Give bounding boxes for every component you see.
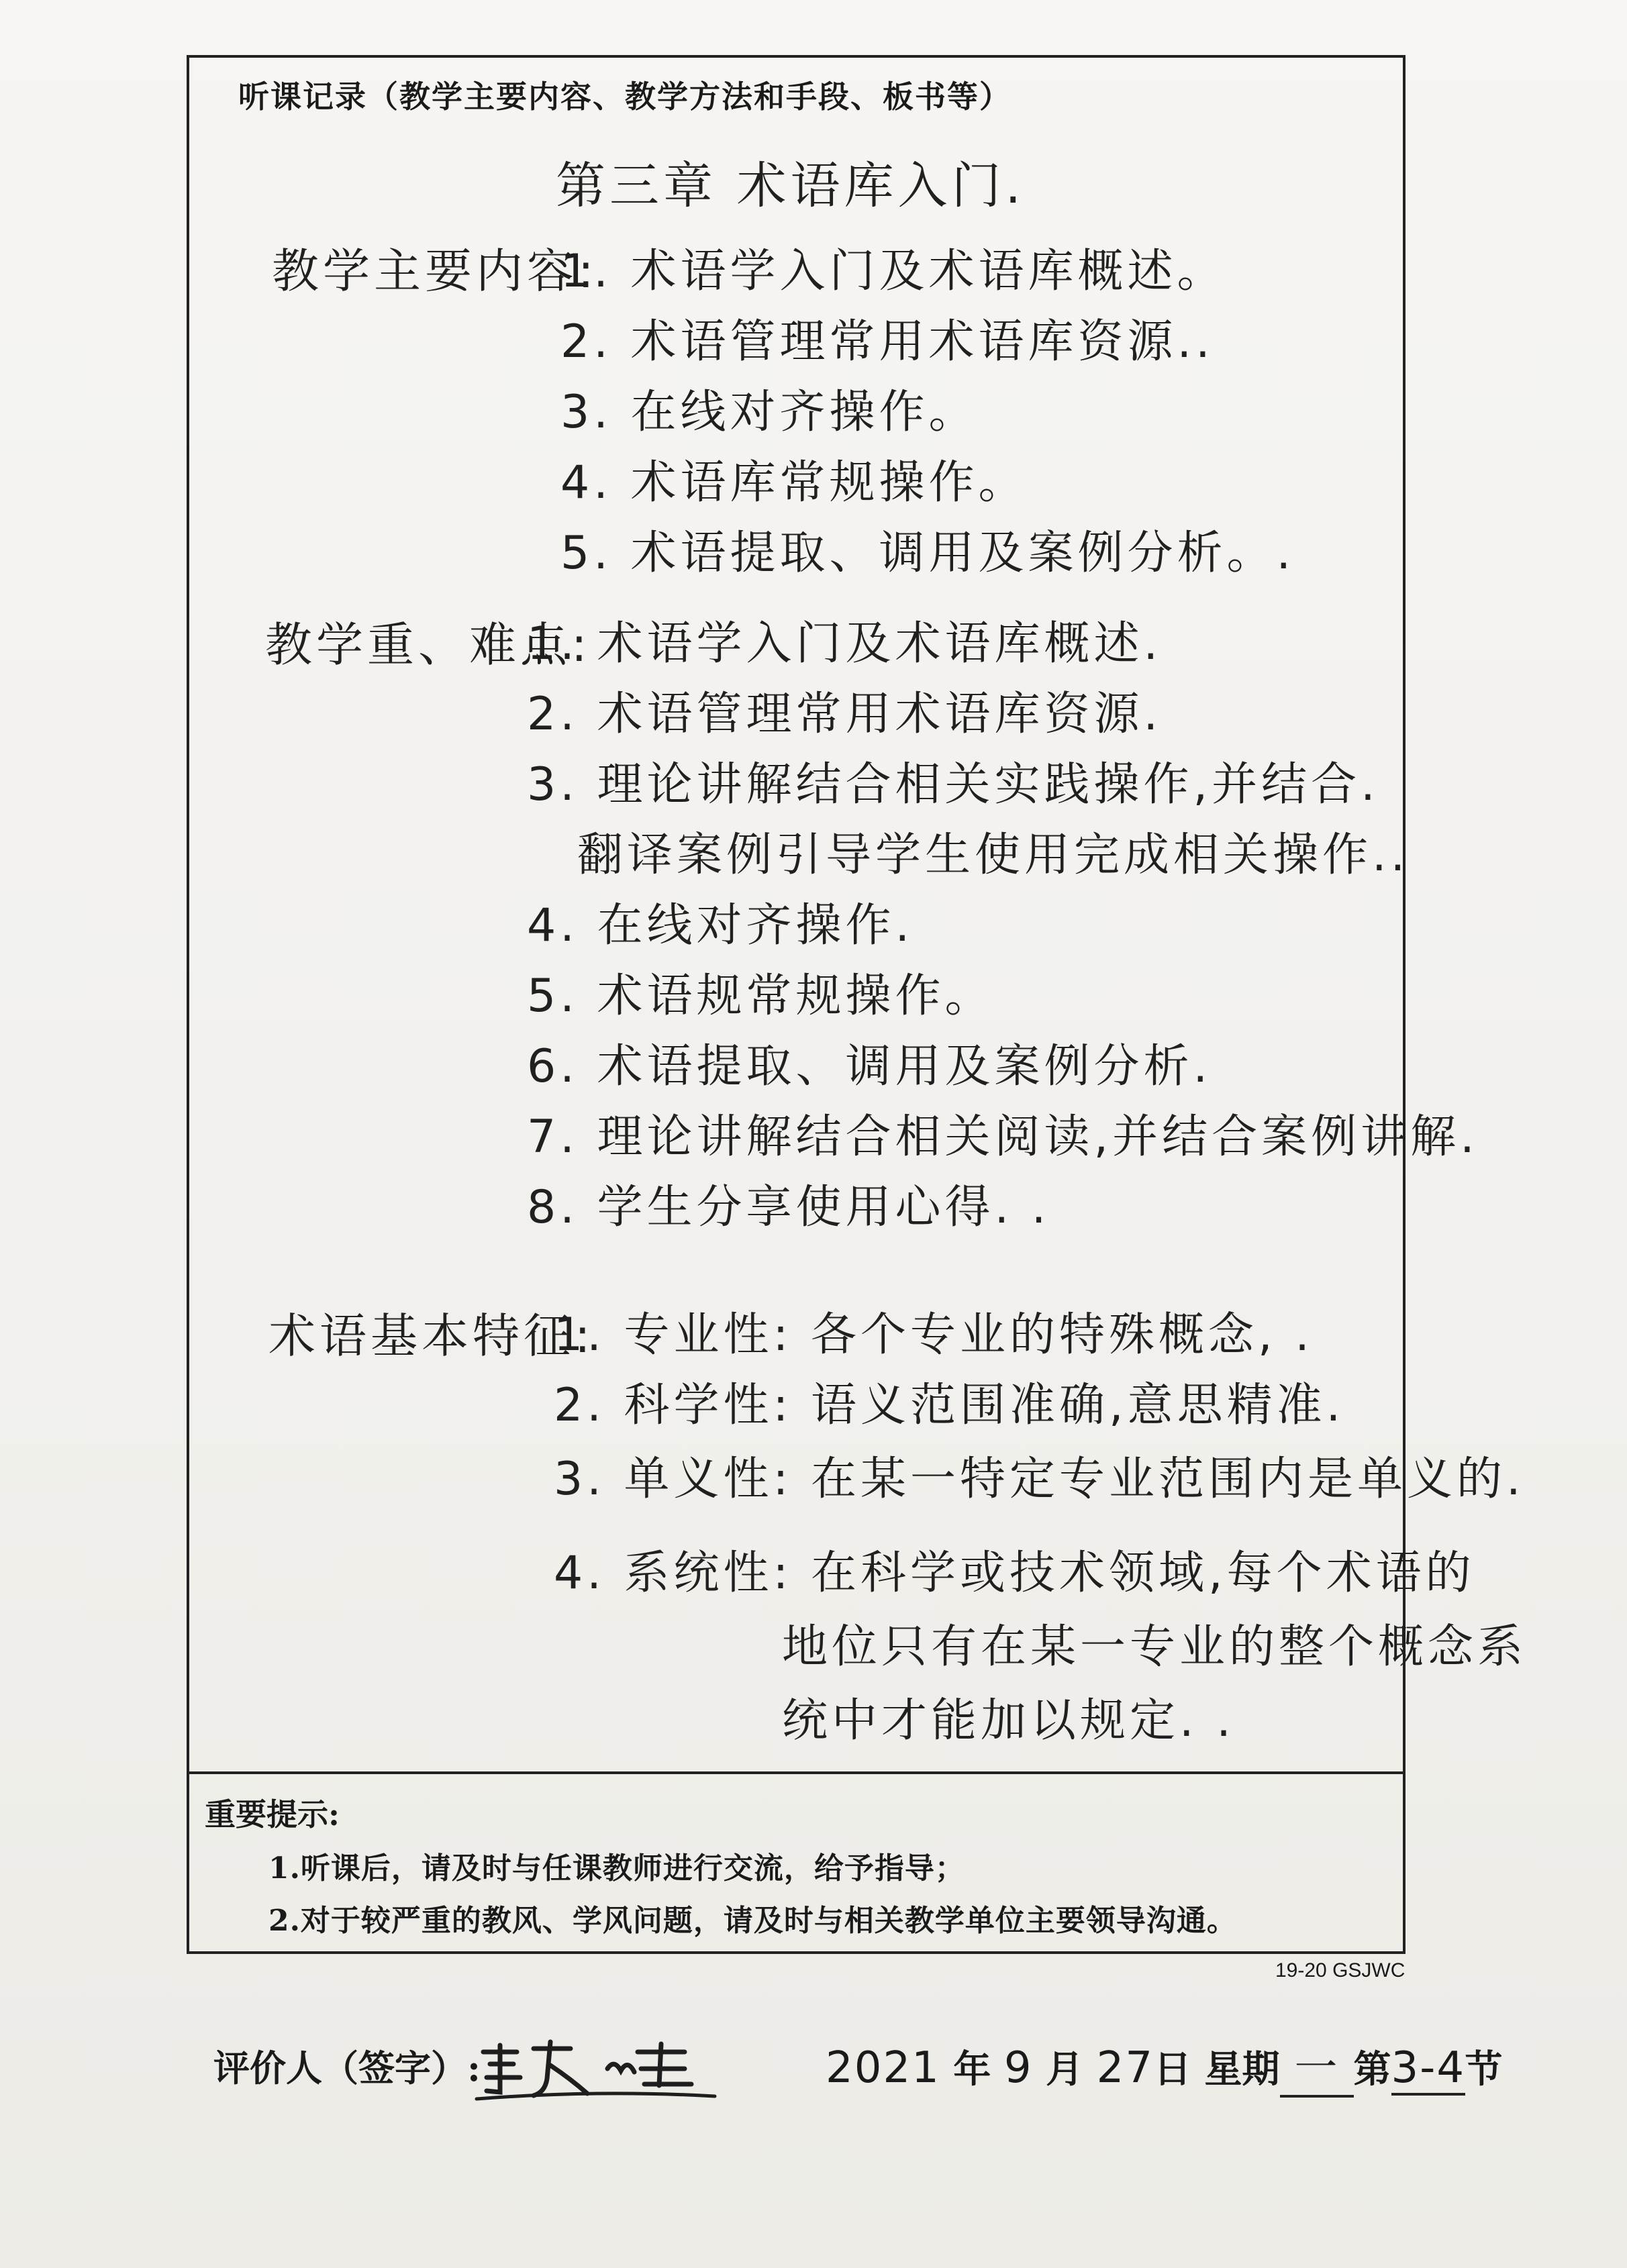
form-code: 19-20 GSJWC [1275,1959,1406,1981]
note-item: 2.对于较严重的教风、学风问题，请及时与相关教学单位主要领导沟通。 [268,1904,1237,1938]
features-item: 3. 单义性: 在某一特定专业范围内是单义的. [554,1453,1525,1506]
key-points-item: 6. 术语提取、调用及案例分析. [527,1040,1212,1093]
key-points-item: 翻译案例引导学生使用完成相关操作.. [577,829,1410,882]
date-year-suffix: 年 [953,2047,991,2092]
key-points-item: 4. 在线对齐操作. [527,899,914,952]
chapter-title: 第三章 术语库入门. [556,157,1026,215]
key-points-item: 1. 术语学入门及术语库概述. [527,617,1163,670]
features-label: 术语基本特征: [268,1308,595,1363]
main-content-label: 教学主要内容: [272,244,598,299]
date-line [826,2033,1503,2098]
key-points-item: 2. 术语管理常用术语库资源. [527,688,1163,741]
note-item: 1.听课后，请及时与任课教师进行交流，给予指导； [268,1851,965,1886]
key-points-item: 5. 术语规常规操作。 [527,970,995,1023]
signature-label: 评价人（签字）: [213,2047,481,2090]
date-month-suffix: 月 [1046,2047,1084,2092]
period-suffix: 节 [1465,2047,1503,2092]
period-value: 3-4 [1391,2043,1465,2096]
features-item: 1. 专业性: 各个专业的特殊概念, . [554,1308,1314,1361]
features-item: 地位只有在某一专业的整个概念系 [782,1620,1528,1673]
notes-title: 重要提示: [205,1796,340,1833]
main-content-item: 4. 术语库常规操作。 [560,456,1028,509]
main-content-item: 5. 术语提取、调用及案例分析。. [560,527,1295,580]
handwritten-signature [470,2032,725,2106]
features-item: 2. 科学性: 语义范围准确,意思精准. [554,1379,1345,1432]
period-prefix: 第 [1353,2047,1391,2092]
features-item: 统中才能加以规定. . [782,1694,1235,1747]
date-day-suffix: 日 [1154,2047,1192,2092]
key-points-label: 教学重、难点: [265,617,591,672]
notes-divider [187,1771,1406,1774]
weekday-label: 星期 [1204,2047,1280,2092]
key-points-item: 7. 理论讲解结合相关阅读,并结合案例讲解. [527,1111,1479,1164]
main-content-item: 1. 术语学入门及术语库概述。 [560,245,1227,298]
date-day: 27 [1096,2043,1154,2093]
date-month: 9 [1003,2043,1033,2093]
main-content-item: 3. 在线对齐操作。 [560,386,979,439]
key-points-item: 8. 学生分享使用心得. . [527,1181,1050,1234]
main-content-item: 2. 术语管理常用术语库资源.. [560,315,1214,368]
weekday-value: 一 [1280,2033,1354,2098]
box-title: 听课记录（教学主要内容、教学方法和手段、板书等） [238,79,1012,115]
key-points-item: 3. 理论讲解结合相关实践操作,并结合. [527,758,1379,811]
features-item: 4. 系统性: 在科学或技术领域,每个术语的 [554,1547,1475,1600]
date-year: 2021 [826,2043,940,2093]
